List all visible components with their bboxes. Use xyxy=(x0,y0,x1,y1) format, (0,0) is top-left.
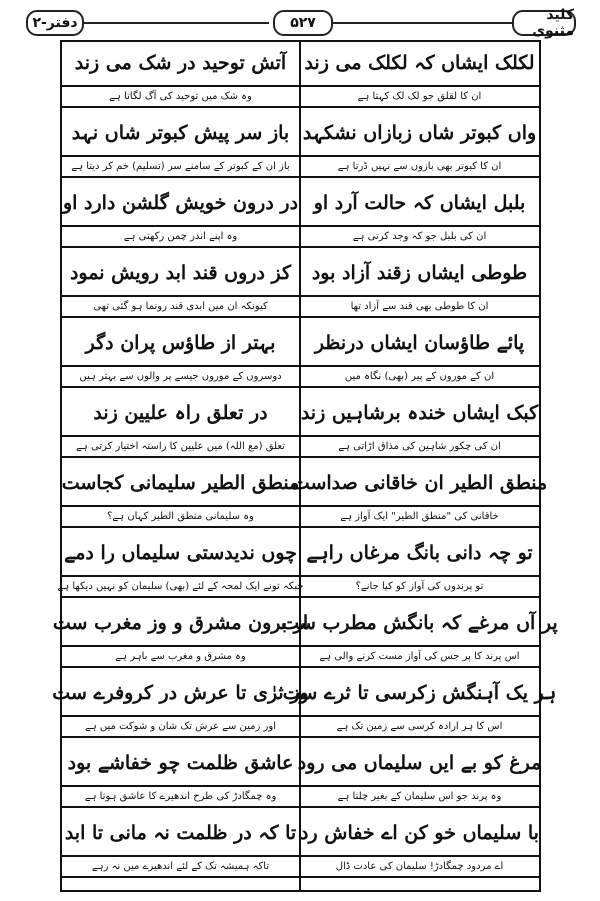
translation-second: اور زمین سے عرش تک شان و شوکت میں ہے xyxy=(85,721,276,732)
verse-first-hemistich: تو چہ دانی بانگ مرغاں راہے xyxy=(306,541,533,564)
translation-row xyxy=(62,505,539,528)
verse-second-hemistich: عاشق ظلمت چو خفاشے بود xyxy=(67,751,294,774)
verse-first-hemistich: طوطی ایشاں زقند آزاد بود xyxy=(311,261,528,284)
translation-row xyxy=(62,435,539,458)
translation-second: کیونکہ ان میں ابدی قند رونما ہو گئی تھی xyxy=(93,301,268,312)
verse-second-hemistich: باز سر پیش کبوتر شاں نہد xyxy=(71,121,290,144)
verse-second-hemistich: آتش توحید در شک می زند xyxy=(74,51,287,74)
verse-second-hemistich: بہتر از طاؤس پران دگر xyxy=(85,331,276,354)
verse-row xyxy=(52,672,557,713)
translation-first: ان کا کبوتر بھی بازوں سے نہیں ڈرتا ہے xyxy=(337,161,502,172)
translation-row xyxy=(62,155,539,178)
verse-second-hemistich: منطق الطیر سلیمانی کجاست xyxy=(61,471,300,494)
translation-row xyxy=(62,365,539,388)
verse-second-hemistich: در تعلق راہ علیین زند xyxy=(93,401,268,424)
translation-first: تو پرندوں کی آواز کو کیا جانے؟ xyxy=(355,581,484,592)
verse-first-hemistich: بلبل ایشاں کہ حالت آرد او xyxy=(313,191,526,214)
header-rule xyxy=(84,22,269,24)
verse-second-hemistich: کز دروں قند ابد رویش نمود xyxy=(69,261,292,284)
translation-first: ان کا لقلق جو لک لک کہتا ہے xyxy=(357,91,482,102)
verse-row xyxy=(62,322,539,363)
verse-row xyxy=(62,252,539,293)
verse-first-hemistich: ہر یک آہنگش زکرسی تا ثرے ست xyxy=(282,681,557,704)
translation-second: جبکہ تونے ایک لمحہ کے لئے (بھی) سلیمان کو نہیں دیکھا ہے xyxy=(57,581,304,592)
verse-row xyxy=(62,42,539,83)
translation-second: وہ سلیمانی منطق الطیر کہاں ہے؟ xyxy=(107,511,254,522)
translation-row xyxy=(62,645,539,668)
translation-second: تاکہ ہمیشہ تک کے لئے اندھیرے میں نہ رہے xyxy=(91,861,270,872)
translation-row xyxy=(62,295,539,318)
translation-second: وہ مشرق و مغرب سے باہر ہے xyxy=(115,651,246,662)
translation-first: اس کا ہر ارادہ کرسی سے زمین تک ہے xyxy=(336,721,503,732)
translation-first: وہ پرند جو اس سلیمان کے بغیر چلتا ہے xyxy=(337,791,502,802)
translation-row xyxy=(57,575,539,598)
translation-second: وہ چمگادڑ کی طرح اندھیرے کا عاشق ہوتا ہے xyxy=(84,791,277,802)
verse-row xyxy=(62,812,539,853)
verse-first-hemistich: منطق الطیر ان خاقانی صداست xyxy=(291,471,548,494)
verse-row xyxy=(62,112,539,153)
verse-first-hemistich: کبک ایشاں خندہ برشاہیں زند xyxy=(300,401,539,424)
translation-first: ان کا طوطی بھی قند سے آزاد تھا xyxy=(350,301,489,312)
verse-second-hemistich: چوں ندیدستی سلیماں را دمے xyxy=(64,541,297,564)
header-rule xyxy=(333,22,521,24)
verse-second-hemistich: وز ثرٰی تا عرش در کروفرے ست xyxy=(52,681,309,704)
translation-first: ان کے موروں کے پیر (بھی) نگاہ میں xyxy=(344,371,495,382)
verse-second-hemistich: در درون خویش گلشن دارد او xyxy=(62,191,299,214)
verse-first-hemistich: واں کبوتر شاں زبازاں نشکہد xyxy=(302,121,537,144)
translation-second: تعلق (مع اللہ) میں علیین کا راستہ اختیار کرتی ہے xyxy=(76,441,285,452)
verse-row xyxy=(62,182,539,223)
translation-first: ان کی بلبل جو کہ وجد کرتی ہے xyxy=(352,231,487,242)
translation-second: باز ان کے کبوتر کے سامنے سر (تسلیم) خم کر دیتا ہے xyxy=(71,161,290,172)
verse-first-hemistich: مرغ کو بے ایں سلیماں می رود xyxy=(297,751,542,774)
verse-row xyxy=(62,742,542,783)
book-title: کلید مثنوی xyxy=(512,10,576,36)
page-number: ۵۲۷ xyxy=(273,10,333,36)
translation-first: اس پرند کا پر جس کی آواز مست کرنے والی ہے xyxy=(319,651,520,662)
translation-second: وہ اپنے اندر چمن رکھتی ہے xyxy=(123,231,238,242)
translation-row xyxy=(62,855,539,878)
verse-first-hemistich: لکلک ایشاں کہ لکلک می زند xyxy=(304,51,535,74)
verse-second-hemistich: از برون مشرق و وز مغرب ست xyxy=(52,611,309,634)
verse-row xyxy=(62,392,539,433)
verse-row xyxy=(62,532,539,573)
translation-second: وہ شک میں توحید کی آگ لگاتا ہے xyxy=(109,91,252,102)
verse-second-hemistich: تا کہ در ظلمت نہ مانی تا ابد xyxy=(64,821,297,844)
verse-first-hemistich: پائے طاؤسان ایشاں درنظر xyxy=(314,331,525,354)
verse-row xyxy=(52,602,558,643)
volume-label: دفتر-۲ xyxy=(26,10,84,36)
translation-row xyxy=(62,715,539,738)
translation-second: دوسروں کے موروں جیسے پر والوں سے بہتر ہیں xyxy=(79,371,282,382)
translation-row xyxy=(62,785,539,808)
translation-first: خاقانی کی "منطق الطیر" ایک آواز ہے xyxy=(340,511,499,522)
translation-first: ان کی چکور شاہین کی مذاق اڑاتی ہے xyxy=(338,441,501,452)
translation-first: اے مردود چمگادڑ! سلیمان کی عادت ڈال xyxy=(335,861,504,872)
verse-first-hemistich: با سلیماں خو کن اے خفاش رد xyxy=(300,821,539,844)
translation-row xyxy=(62,225,539,248)
verse-row xyxy=(61,462,548,503)
page-header xyxy=(0,0,600,40)
verse-first-hemistich: پر آں مرغے کہ بانگش مطرب ست xyxy=(281,611,558,634)
translation-row xyxy=(62,85,539,108)
